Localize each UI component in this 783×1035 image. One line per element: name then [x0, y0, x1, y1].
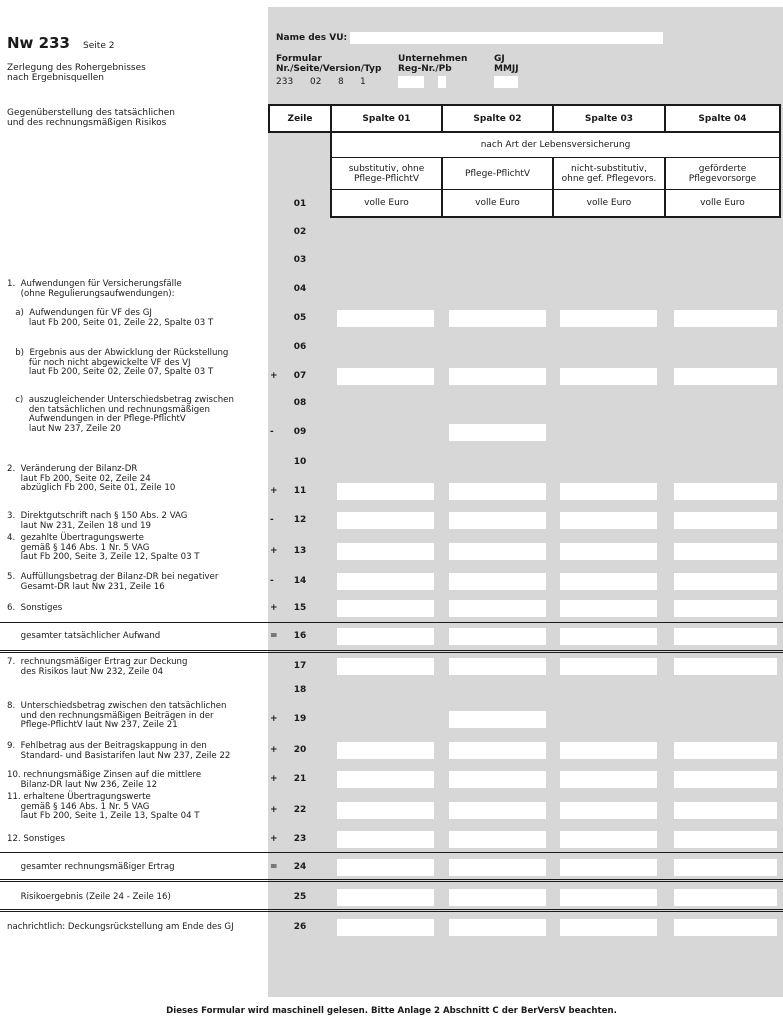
value-input-zeile-07-spalte-03[interactable]	[560, 368, 657, 385]
value-input-zeile-15-spalte-04[interactable]	[674, 600, 777, 617]
value-input-zeile-23-spalte-03[interactable]	[560, 831, 657, 848]
row-sign: =	[270, 862, 278, 872]
subhead-col-01-line2: Pflege-PflichtV	[353, 173, 420, 184]
unternehmen-label1: Unternehmen	[398, 54, 468, 64]
row-label: c) auszugleichender Unterschiedsbetrag zwischen den tatsächlichen und rechnungsmäßigen Aufwendungen in der Pflege-PflichtV laut Nw 237, Zeile 20	[15, 395, 234, 434]
zeile-number: 21	[293, 774, 307, 784]
value-input-zeile-12-spalte-02[interactable]	[449, 512, 546, 529]
value-input-zeile-24-spalte-01[interactable]	[337, 859, 434, 876]
value-input-zeile-19-spalte-02[interactable]	[449, 711, 546, 728]
row-label: 2. Veränderung der Bilanz-DR laut Fb 200, Seite 02, Zeile 24 abzüglich Fb 200, Seite 01, Zeile 10	[7, 464, 176, 493]
formular-seite: 02	[310, 77, 322, 87]
gj-input[interactable]	[494, 76, 518, 88]
value-input-zeile-20-spalte-01[interactable]	[337, 742, 434, 759]
spalte-03-header: Spalte 03	[584, 113, 634, 124]
row-sign: +	[270, 486, 278, 496]
value-input-zeile-07-spalte-01[interactable]	[337, 368, 434, 385]
value-input-zeile-12-spalte-04[interactable]	[674, 512, 777, 529]
value-input-zeile-12-spalte-03[interactable]	[560, 512, 657, 529]
pb-input[interactable]	[438, 76, 446, 88]
gj-label2: MMJJ	[494, 64, 519, 74]
row-label: 9. Fehlbetrag aus der Beitragskappung in den Standard- und Basistarifen laut Nw 237, Zeile 22	[7, 741, 231, 761]
value-input-zeile-25-spalte-04[interactable]	[674, 889, 777, 906]
name-input[interactable]	[350, 32, 663, 44]
row-sign: +	[270, 834, 278, 844]
zeile-number: 19	[293, 714, 307, 724]
spalte-02-header: Spalte 02	[473, 113, 522, 124]
header-bottom-line	[331, 216, 781, 218]
zeile-number: 08	[293, 398, 307, 408]
zeile-number: 02	[293, 227, 307, 237]
unternehmen-label2: Reg-Nr./Pb	[398, 64, 452, 74]
value-input-zeile-11-spalte-02[interactable]	[449, 483, 546, 500]
value-input-zeile-22-spalte-01[interactable]	[337, 802, 434, 819]
zeile-number: 07	[293, 371, 307, 381]
row-label: 5. Auffüllungsbetrag der Bilanz-DR bei negativer Gesamt-DR laut Nw 231, Zeile 16	[7, 572, 219, 592]
row-sign: +	[270, 546, 278, 556]
value-input-zeile-14-spalte-04[interactable]	[674, 573, 777, 590]
row-sign: -	[270, 515, 274, 525]
zeile-header: Zeile	[287, 113, 313, 124]
value-input-zeile-20-spalte-02[interactable]	[449, 742, 546, 759]
separator-after-24	[0, 879, 783, 882]
row-sign: +	[270, 805, 278, 815]
zeile-number: 23	[293, 834, 307, 844]
row-sign: +	[270, 774, 278, 784]
value-input-zeile-17-spalte-04[interactable]	[674, 658, 777, 675]
value-input-zeile-13-spalte-04[interactable]	[674, 543, 777, 560]
subhead-col-01-line1: substitutiv, ohne	[348, 163, 425, 174]
value-input-zeile-14-spalte-03[interactable]	[560, 573, 657, 590]
unit-col-04: volle Euro	[700, 198, 745, 208]
value-input-zeile-26-spalte-01[interactable]	[337, 919, 434, 936]
subhead-col-04	[666, 158, 779, 189]
value-input-zeile-20-spalte-04[interactable]	[674, 742, 777, 759]
value-input-zeile-16-spalte-04[interactable]	[674, 628, 777, 645]
row-label: 7. rechnungsmäßiger Ertrag zur Deckung des Risikos laut Nw 232, Zeile 04	[7, 657, 188, 677]
row-sign: +	[270, 714, 278, 724]
subhead-col-02-line1: Pflege-PflichtV	[464, 168, 531, 179]
value-input-zeile-13-spalte-03[interactable]	[560, 543, 657, 560]
value-input-zeile-25-spalte-03[interactable]	[560, 889, 657, 906]
subhead-col-03-line1: nicht-substitutiv,	[571, 163, 647, 174]
formular-label1: Formular	[276, 54, 322, 64]
zeile-number: 25	[293, 892, 307, 902]
subhead-col-04-line2: Pflegevorsorge	[688, 173, 757, 184]
row-sign: +	[270, 371, 278, 381]
formular-nr: 233	[276, 77, 294, 87]
value-input-zeile-17-spalte-02[interactable]	[449, 658, 546, 675]
formular-typ: 1	[360, 77, 366, 87]
value-input-zeile-21-spalte-02[interactable]	[449, 771, 546, 788]
gj-label1: GJ	[494, 54, 505, 64]
zeile-number: 24	[293, 862, 307, 872]
formular-version: 8	[338, 77, 344, 87]
value-input-zeile-26-spalte-02[interactable]	[449, 919, 546, 936]
subhead-col-04-line1: geförderte	[698, 163, 747, 174]
formular-label2: Nr./Seite/Version/Typ	[276, 64, 382, 74]
section-title-line2: und des rechnungsmäßigen Risikos	[7, 118, 167, 128]
value-input-zeile-13-spalte-01[interactable]	[337, 543, 434, 560]
separator-before-16	[0, 622, 783, 623]
value-input-zeile-23-spalte-01[interactable]	[337, 831, 434, 848]
value-input-zeile-21-spalte-03[interactable]	[560, 771, 657, 788]
name-label: Name des VU:	[276, 33, 348, 43]
unit-col-03: volle Euro	[586, 198, 632, 208]
reg-nr-input[interactable]	[398, 76, 424, 88]
separator-before-24	[0, 852, 783, 853]
row-label: 12. Sonstiges	[7, 834, 66, 844]
spalte-01-header: Spalte 01	[362, 113, 411, 124]
zeile-number: 17	[293, 661, 307, 671]
row-sign: -	[270, 427, 274, 437]
value-input-zeile-05-spalte-02[interactable]	[449, 310, 546, 327]
row-sign: =	[270, 631, 278, 641]
zeile-number: 26	[293, 922, 307, 932]
unit-col-02: volle Euro	[475, 198, 520, 208]
value-input-zeile-15-spalte-03[interactable]	[560, 600, 657, 617]
value-input-zeile-14-spalte-01[interactable]	[337, 573, 434, 590]
value-input-zeile-16-spalte-03[interactable]	[560, 628, 657, 645]
value-input-zeile-05-spalte-01[interactable]	[337, 310, 434, 327]
spalte-04-header: Spalte 04	[698, 113, 747, 124]
zeile-number: 05	[293, 313, 307, 323]
row-label: nachrichtlich: Deckungsrückstellung am Ende des GJ	[7, 922, 234, 932]
row-label: b) Ergebnis aus der Abwicklung der Rückstellung für noch nicht abgewickelte VF des VJ laut Fb 200, Seite 02, Zeile 07, Spalte 03 T	[15, 348, 229, 377]
value-input-zeile-13-spalte-02[interactable]	[449, 543, 546, 560]
zeile-number: 15	[293, 603, 307, 613]
zeile-number: 10	[293, 457, 307, 467]
value-input-zeile-23-spalte-02[interactable]	[449, 831, 546, 848]
row-sign: +	[270, 603, 278, 613]
zeile-number: 04	[293, 284, 307, 294]
value-input-zeile-22-spalte-02[interactable]	[449, 802, 546, 819]
form-id: Nw 233	[7, 34, 70, 52]
value-input-zeile-12-spalte-01[interactable]	[337, 512, 434, 529]
separator-after-16	[0, 650, 783, 653]
row-label: 11. erhaltene Übertragungswerte gemäß § 146 Abs. 1 Nr. 5 VAG laut Fb 200, Seite 1, Zeile 13, Spalte 04 T	[7, 792, 200, 821]
row-label: 6. Sonstiges	[7, 603, 63, 613]
value-input-zeile-23-spalte-04[interactable]	[674, 831, 777, 848]
value-input-zeile-25-spalte-01[interactable]	[337, 889, 434, 906]
zeile-number: 18	[293, 685, 307, 695]
row-label: 10. rechnungsmäßige Zinsen auf die mittlere Bilanz-DR laut Nw 236, Zeile 12	[7, 770, 202, 790]
zeile-number: 11	[293, 486, 307, 496]
value-input-zeile-26-spalte-04[interactable]	[674, 919, 777, 936]
header-vline-right	[779, 104, 781, 218]
value-input-zeile-16-spalte-01[interactable]	[337, 628, 434, 645]
zeile-number: 20	[293, 745, 307, 755]
zeile-number: 22	[293, 805, 307, 815]
zeile-number: 01	[293, 199, 307, 209]
value-input-zeile-07-spalte-04[interactable]	[674, 368, 777, 385]
subhead-col-01	[332, 158, 441, 189]
page-number: Seite 2	[83, 41, 115, 51]
row-label: gesamter rechnungsmäßiger Ertrag	[7, 862, 175, 872]
subhead-col-03-line2: ohne gef. Pflegevors.	[561, 173, 657, 184]
value-input-zeile-05-spalte-03[interactable]	[560, 310, 657, 327]
value-input-zeile-26-spalte-03[interactable]	[560, 919, 657, 936]
zeile-number: 12	[293, 515, 307, 525]
form-title	[7, 33, 114, 52]
separator-after-25	[0, 909, 783, 912]
footer-note: Dieses Formular wird maschinell gelesen. Bitte Anlage 2 Abschnitt C der BerVersV beachten.	[166, 1006, 617, 1016]
row-label: 8. Unterschiedsbetrag zwischen den tatsächlichen und den rechnungsmäßigen Beiträgen in der Pflege-PflichtV laut Nw 237, Zeile 21	[7, 701, 227, 730]
value-input-zeile-15-spalte-01[interactable]	[337, 600, 434, 617]
row-label: a) Aufwendungen für VF des GJ laut Fb 200, Seite 01, Zeile 22, Spalte 03 T	[15, 308, 214, 328]
value-input-zeile-21-spalte-04[interactable]	[674, 771, 777, 788]
zeile-number: 06	[293, 342, 307, 352]
value-input-zeile-11-spalte-04[interactable]	[674, 483, 777, 500]
row-label: gesamter tatsächlicher Aufwand	[7, 631, 161, 641]
unit-col-01: volle Euro	[364, 198, 409, 208]
value-input-zeile-11-spalte-03[interactable]	[560, 483, 657, 500]
subhead-col-02	[443, 158, 552, 189]
subtitle-line1: Zerlegung des Rohergebnisses	[7, 63, 146, 73]
subtitle-line2: nach Ergebnisquellen	[7, 73, 105, 83]
value-input-zeile-24-spalte-04[interactable]	[674, 859, 777, 876]
row-label: 3. Direktgutschrift nach § 150 Abs. 2 VAG laut Nw 231, Zeilen 18 und 19	[7, 511, 188, 531]
value-input-zeile-14-spalte-02[interactable]	[449, 573, 546, 590]
value-input-zeile-24-spalte-03[interactable]	[560, 859, 657, 876]
value-input-zeile-15-spalte-02[interactable]	[449, 600, 546, 617]
row-label: Risikoergebnis (Zeile 24 - Zeile 16)	[7, 892, 171, 902]
subhead-col-03	[554, 158, 664, 189]
row-label: 1. Aufwendungen für Versicherungsfälle (ohne Regulierungsaufwendungen):	[7, 279, 182, 299]
value-input-zeile-07-spalte-02[interactable]	[449, 368, 546, 385]
value-input-zeile-24-spalte-02[interactable]	[449, 859, 546, 876]
value-input-zeile-17-spalte-01[interactable]	[337, 658, 434, 675]
value-input-zeile-22-spalte-04[interactable]	[674, 802, 777, 819]
value-input-zeile-09-spalte-02[interactable]	[449, 424, 546, 441]
value-input-zeile-22-spalte-03[interactable]	[560, 802, 657, 819]
zeile-number: 09	[293, 427, 307, 437]
section-title-line1: Gegenüberstellung des tatsächlichen	[7, 108, 175, 118]
value-input-zeile-11-spalte-01[interactable]	[337, 483, 434, 500]
value-input-zeile-16-spalte-02[interactable]	[449, 628, 546, 645]
row-sign: -	[270, 576, 274, 586]
group-header: nach Art der Lebensversicherung	[480, 140, 631, 150]
zeile-number: 14	[293, 576, 307, 586]
row-sign: +	[270, 745, 278, 755]
row-label: 4. gezahlte Übertragungswerte gemäß § 146 Abs. 1 Nr. 5 VAG laut Fb 200, Seite 3, Zeile 12, Spalte 03 T	[7, 533, 200, 562]
zeile-number: 03	[293, 255, 307, 265]
zeile-number: 13	[293, 546, 307, 556]
value-input-zeile-25-spalte-02[interactable]	[449, 889, 546, 906]
value-input-zeile-21-spalte-01[interactable]	[337, 771, 434, 788]
zeile-number: 16	[293, 631, 307, 641]
value-input-zeile-05-spalte-04[interactable]	[674, 310, 777, 327]
value-input-zeile-17-spalte-03[interactable]	[560, 658, 657, 675]
value-input-zeile-20-spalte-03[interactable]	[560, 742, 657, 759]
